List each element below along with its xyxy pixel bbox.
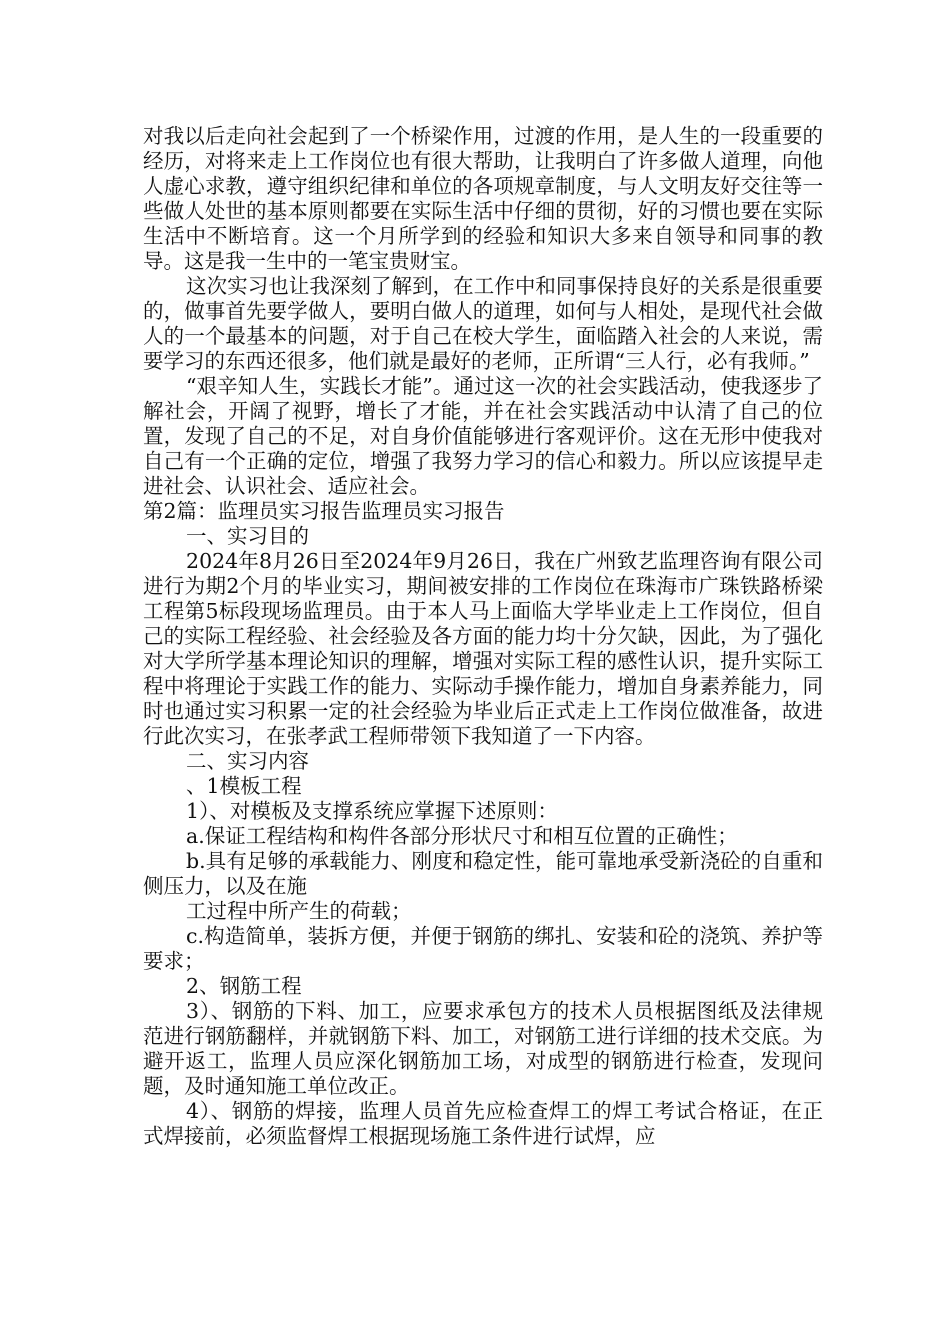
paragraph-2: 这次实习也让我深刻了解到，在工作中和同事保持良好的关系是很重要的，做事首先要学做人，要明白做人的道理，如何与人相处，是现代社会做人的一个最基本的问题，对于自己在校大学生，面临踏入社会的人来说，需要学习的东西还很多，他们就是最好的老师，正所谓“三人行，必有我师。” (143, 274, 823, 373)
paragraph-1: 对我以后走向社会起到了一个桥梁作用，过渡的作用，是人生的一段重要的经历，对将来走上工作岗位也有很大帮助，让我明白了许多做人道理，向他人虚心求教，遵守组织纪律和单位的各项规章制度，与人文明友好交往等一些做人处世的基本原则都要在实际生活中仔细的贯彻，好的习惯也要在实际生活中不断培育。这一个月所学到的经验和知识大多来自领导和同事的教导。这是我一生中的一笔宝贵财宝。 (143, 124, 823, 273)
subheading-purpose: 一、实习目的 (186, 524, 310, 548)
paragraph-rebar-cutting: 3）、钢筋的下料、加工，应要求承包方的技术人员根据图纸及法律规范进行钢筋翻样，并就钢筋下料、加工，对钢筋工进行详细的技术交底。为避开返工，监理人员应深化钢筋加工场，对成型的钢筋进行检查，发现问题，及时通知施工单位改正。 (143, 999, 823, 1098)
document-page (143, 124, 823, 1149)
paragraph-purpose: 2024年8月26日至2024年9月26日，我在广州致艺监理咨询有限公司进行为期2个月的毕业实习，期间被安排的工作岗位在珠海市广珠铁路桥梁工程第5标段现场监理员。由于本人马上面临大学毕业走上工作岗位，但自己的实际工程经验、社会经验及各方面的能力均十分欠缺，因此，为了强化对大学所学基本理论知识的理解，增强对实际工程的感性认识，提升实际工程中将理论于实践工作的能力、实际动手操作能力，增加自身素养能力，同时也通过实习积累一定的社会经验为毕业后正式走上工作岗位做准备，故进行此次实习，在张孝武工程师带领下我知道了一下内容。 (143, 549, 823, 748)
subheading-rebar: 2、钢筋工程 (186, 974, 302, 998)
list-item-c: c.构造简单，装拆方便，并便于钢筋的绑扎、安装和砼的浇筑、养护等要求； (143, 924, 823, 973)
paragraph-rebar-welding: 4）、钢筋的焊接，监理人员首先应检查焊工的焊工考试合格证，在正式焊接前，必须监督焊工根据现场施工条件进行试焊，应 (143, 1099, 823, 1148)
subheading-formwork: 、1模板工程 (186, 774, 302, 798)
list-item-b-continued: 工过程中所产生的荷载； (186, 899, 412, 923)
list-item-a: a.保证工程结构和构件各部分形状尺寸和相互位置的正确性； (186, 824, 738, 848)
section-heading: 第2篇：监理员实习报告监理员实习报告 (143, 499, 505, 523)
list-item-b: b.具有足够的承载能力、刚度和稳定性，能可靠地承受新浇砼的自重和侧压力，以及在施 (143, 849, 823, 898)
list-item-principles: 1）、对模板及支撑系统应掌握下述原则： (186, 799, 558, 823)
subheading-content: 二、实习内容 (186, 749, 310, 773)
paragraph-3: “艰辛知人生，实践长才能”。通过这一次的社会实践活动，使我逐步了解社会，开阔了视野，增长了才能，并在社会实践活动中认清了自己的位置，发现了自己的不足，对自身价值能够进行客观评价。这在无形中使我对自己有一个正确的定位，增强了我努力学习的信心和毅力。所以应该提早走进社会、认识社会、适应社会。 (143, 374, 823, 498)
